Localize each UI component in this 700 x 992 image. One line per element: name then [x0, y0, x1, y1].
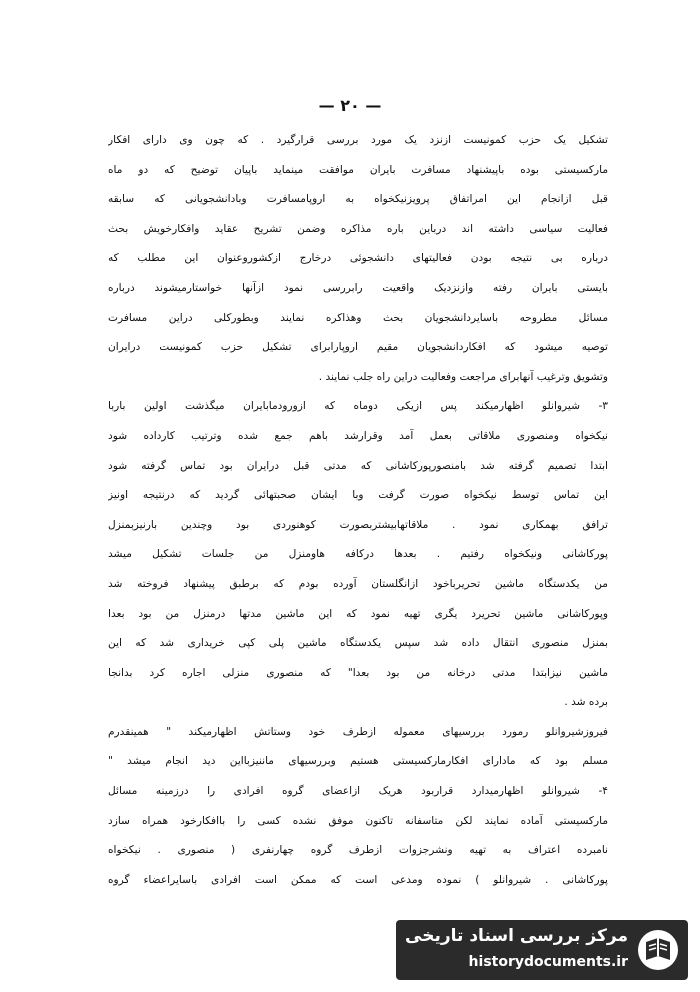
text-line: ابتدا تصمیم گرفته شد بامنصورپورکاشانی که مدتی قبل درایران بود تماس گرفته شود [108, 459, 608, 472]
text-line: فعالیت سیاسی داشته اند درباین باره مذاکره وضمن تشریح عقاید وافکارخویش بحث [108, 222, 608, 235]
text-line: وتشویق وترغیب آنهابرای مراجعت وفعالیت دراین راه جلب نمایند . [318, 370, 608, 383]
text-line: مارکسیستی آماده نمایند لکن متاسفانه تاکنون موفق نشده کسی را باافکارخود همراه سازد [108, 814, 608, 827]
text-line: مارکسیستی بوده باپیشنهاد مسافرت بایران موافقت مینماید باپیان توضیح که دو ماه [108, 163, 608, 176]
text-line: پورکاشانی . شیروانلو ) نموده ومدعی است که ممکن است افرادی باسایراعضاء گروه [108, 873, 608, 886]
text-line: بمنزل منصوری انتقال داده شد سپس یکدستگاه ماشین پلی کپی خریداری شد که این [108, 637, 608, 650]
text-line: مسلم بود که مادارای افکارمارکسیستی هستیم وبررسیهای ماننیزبااین دید انجام میشد " [108, 755, 608, 768]
text-line: نیکخواه ومنصوری ملاقاتی بعمل آمد وقرارشد باهم جمع شده وترتیب کارداده شود [108, 429, 608, 442]
text-line: برده شد . [564, 696, 608, 709]
watermark-url: historydocuments.ir [468, 954, 628, 970]
book-emblem-icon [636, 928, 680, 972]
watermark-title: مرکز بررسی اسناد تاریخی [405, 926, 628, 946]
text-line: بایستی بایران رفته وازنزدیک واقعیت رابررسی نمود ازآنها خواستارمیشوند درباره [108, 281, 608, 294]
text-line: ۴- شیروانلو اظهارمیدارد قراربود هریک ازاعضای گروه افرادی را درزمینه مسائل [108, 785, 608, 798]
text-line: ۳- شیروانلو اظهارمیکند پس ازیکی دوماه که ازورودمابایران میگذشت اولین باربا [108, 400, 608, 413]
watermark-banner [396, 920, 688, 980]
text-line: درباره بی نتیجه بودن فعالیتهای دانشجوئی درخارج ازکشوروعنوان این مطلب که [108, 252, 608, 265]
text-line: من یکدستگاه ماشین تحریرباخود ازانگلستان آورده بودم که برطبق پیشنهاد فروخته شد [108, 577, 608, 590]
text-line: مسائل مطروحه باسایردانشجویان بحث وهذاکره نمایند وبطورکلی دراین مسافرت [108, 311, 608, 324]
text-line: وپورکاشانی ماشین تحریرد یگری تهیه نمود که این ماشین مدتها درمنزل من بود بعدا [108, 607, 608, 620]
text-line: پورکاشانی ونیکخواه رفتیم . بعدها درکافه هاومنزل من جلسات تشکیل میشد [108, 548, 608, 561]
text-line: ترافق بهمکاری نمود . ملاقاتهابیشتربصورت کوهنوردی بود وچندین بارنیزبمنزل [108, 518, 608, 531]
text-line: تشکیل یک حزب کمونیست ازنزد یک مورد بررسی قرارگیرد . که چون وی دارای افکار [108, 134, 608, 146]
text-line: توصیه میشود که افکاردانشجویان مقیم اروپارابرای تشکیل حزب کمونیست درایران [108, 341, 608, 354]
text-line: این تماس توسط نیکخواه صورت گرفت وبا ایشان صحبتهائی گردید که درنتیجه اونیز [108, 489, 608, 502]
text-line: قبل ازانجام این امراتفاق پرویزنیکخواه به اروپامسافرت وبادانشجویانی که سابقه [108, 193, 608, 206]
document-body [108, 126, 608, 895]
text-line: ماشین نیزابتدا مدتی درخانه من بود بعدا" که منصوری منزلی اجاره کرد بدانجا [108, 666, 608, 679]
text-line: فیروزشیروانلو رمورد بررسیهای معموله ازطرف خود وستاتش اظهارمیکند " همینقدرم [108, 725, 608, 738]
text-line: نامبرده اعتراف به تهیه ونشرجزوات ازطرف گروه چهارنفری ( منصوری . نیکخواه [108, 844, 608, 857]
page-number: — ۲۰ — [318, 96, 382, 115]
